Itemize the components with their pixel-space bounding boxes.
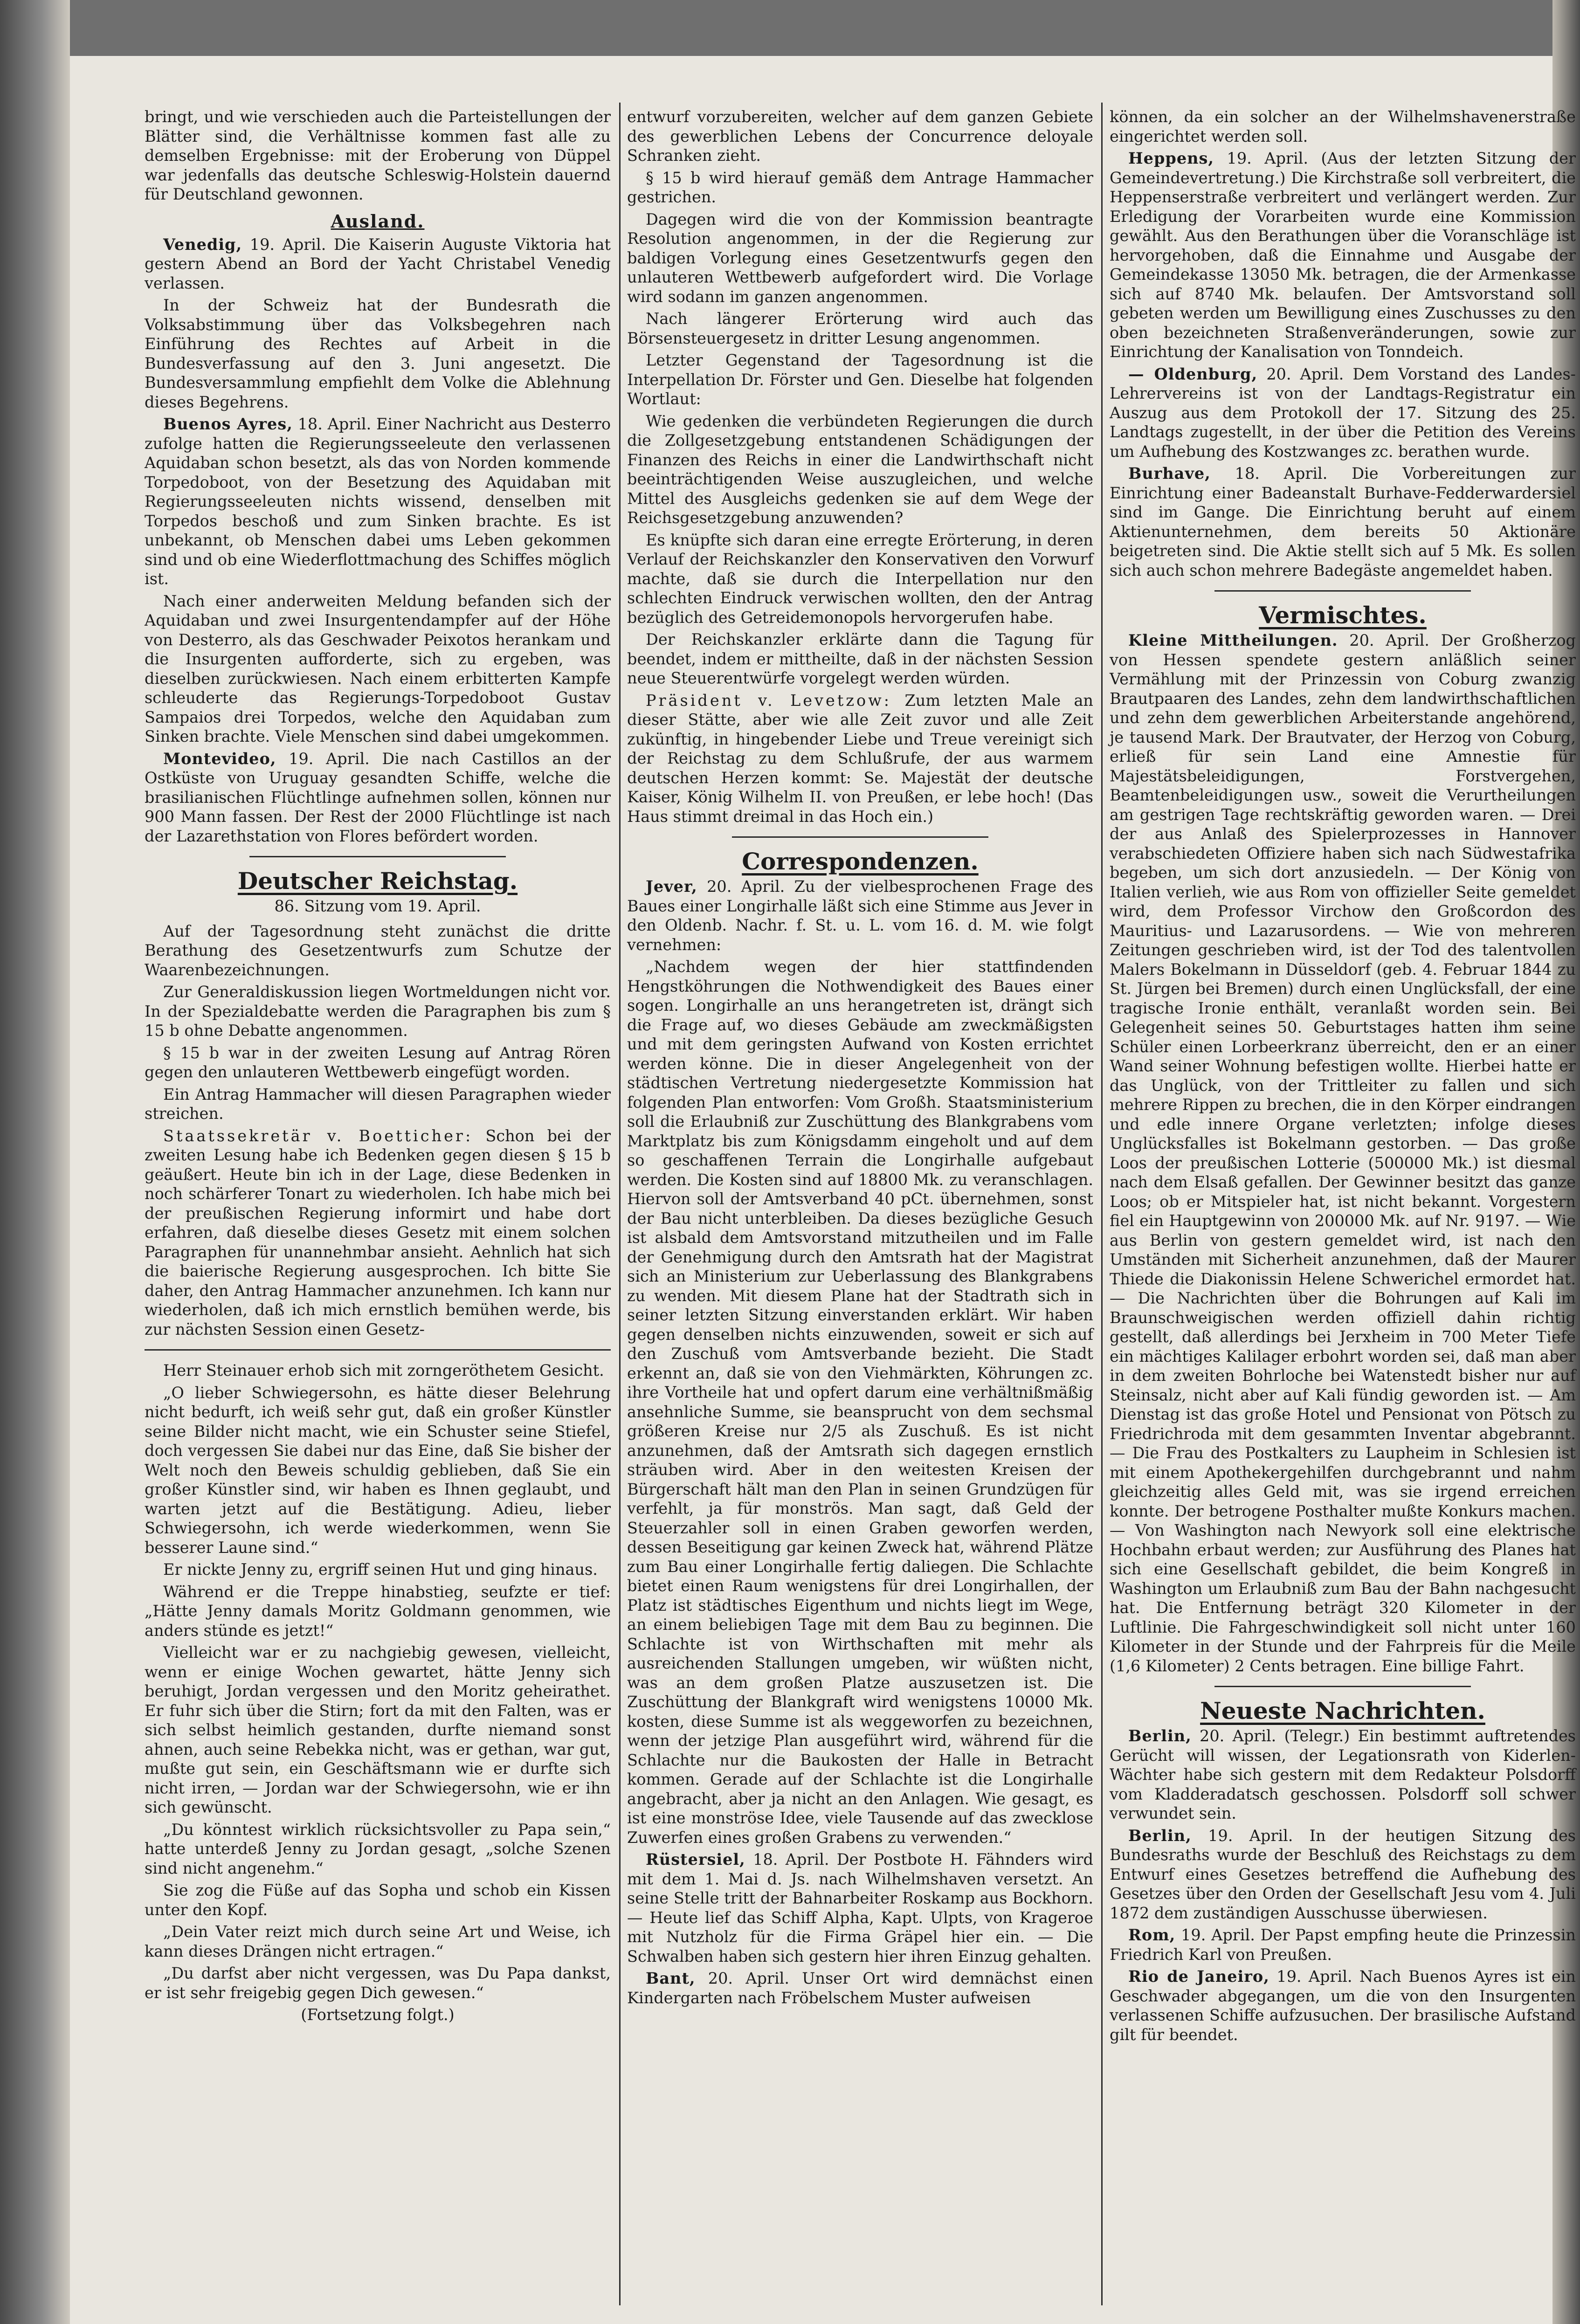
column-3 <box>1110 107 1576 2305</box>
section-heading-reichstag: Deutscher Reichstag. <box>237 867 518 895</box>
news-text: 20. April. Unser Ort wird demnächst einen Kindergarten nach Fröbelschem Muster aufweisen <box>627 1969 1093 2007</box>
dateline: — Oldenburg, <box>1128 365 1258 383</box>
dateline: Bant, <box>646 1969 696 1987</box>
column-rule-2 <box>1101 103 1103 2305</box>
news-text: 19. April. Die nach Castillos an der Ostküste von Uruguay gesandten Schiffe, welche die brasilianischen Flüchtlinge aufnehmen sollen, können nur 900 Mann fassen. Der Rest der 2000 Flüchtlinge ist nach der Lazarethstation von Flores befördert worden. <box>145 749 611 845</box>
paragraph: Dagegen wird die von der Kommission beantragte Resolution angenommen, in der die Regierung zur baldigen Vorlegung eines Gesetzentwurfs gegen den unlauteren Wettbewerb aufgefordert wird. Die Vorlage wird sodann im ganzen angenommen. <box>627 210 1093 306</box>
paragraph: Der Reichskanzler erklärte dann die Tagung für beendet, indem er mittheilte, daß in der nächsten Session neue Steuerentwürfe vorgelegt werden würden. <box>627 630 1093 687</box>
news-item-rio <box>1110 1967 1576 2044</box>
session-line: 86. Sitzung vom 19. April. <box>274 897 481 915</box>
news-text: 19. April. Die Kaiserin Auguste Viktoria hat gestern Abend an Bord der Yacht Christabel Venedig verlassen. <box>145 235 611 292</box>
newspaper-page <box>70 56 1576 2324</box>
news-text: 20. April. Der Großherzog von Hessen spendete gestern anläßlich seiner Vermählung mit der Prinzessin von Coburg zwanzig Brautpaaren des Landes, zehn dem landwirthschaftlichen und zehn dem gewerblichen Arbeiterstande angehörend, je tausend Mark. Der Brautvater, der Herzog von Coburg, erließ für sein Land eine Amnestie für Majestätsbeleidigungen, Forstvergehen, Beamtenbeleidigungen usw., soweit die Verurtheilungen am gestrigen Tage rechtskräftig geworden waren. — Drei der aus Anlaß des Spielerprozesses in Hannover verabschiedeten Offiziere haben sich nach Südwestafrika begeben, um sich dort anzusiedeln. — Der König von Italien verlieh, wie aus Rom von offizieller Seite gemeldet wird, dem Professor Virchow den Großcordon des Mauritius- und Lazarusordens. — Wie von mehreren Zeitungen geschrieben wird, ist der Tod des talentvollen Malers Bokelmann in Düsseldorf (geb. 4. Februar 1844 zu St. Jürgen bei Bremen) durch einen Unglücksfall, der eine tragische Ironie enthält, veranlaßt worden sein. Bei Gelegenheit seines 50. Geburtstages hatten ihm seine Schüler einen Lorbeerkranz überreicht, den er an einer Wand seiner Wohnung befestigen wollte. Hierbei hatte er das Unglück, von der Trittleiter zu fallen und sich mehrere Rippen zu brechen, die in den Körper eindrangen und edle innere Organe verletzten; infolge dieses Unglücksfalles ist Bokelmann gestorben. — Das große Loos der preußischen Lotterie (500000 Mk.) ist diesmal nach dem Elsaß gefallen. Der Gewinner besitzt das ganze Loos; ob er Mitspieler hat, ist nicht bekannt. Vorgestern fiel ein Hauptgewinn von 200000 Mk. auf Nr. 9197. — Wie aus Berlin von gestern gemeldet wird, ist nach den Umständen mit Sicherheit anzunehmen, daß der Maurer Thiede die Diakonissin Helene Schwerichel ermordet hat. — Die Nachrichten über die Bohrungen auf Kali im Braunschweigischen werden offiziell dahin richtig gestellt, daß allerdings bei Jerxheim in 700 Meter Tiefe ein mächtiges Kalilager erbohrt worden sei, daß man aber in dem zweiten Bohrloche bei Watenstedt bisher nur auf Steinsalz, nicht aber auf Kali fündig geworden ist. — Am Dienstag ist das große Hotel und Pensionat von Pötsch zu Friedrichroda mit dem gesammten Inventar abgebrannt. — Die Frau des Postkalters zu Laupheim in Schlesien ist mit einem Apothekergehilfen durchgebrannt und nahm gleichzeitig alles Geld mit, was sie irgend erreichen konnte. Der betrogene Posthalter mußte Konkurs machen. — Von Washington nach Newyork soll eine elektrische Hochbahn erbaut werden; zur Ausführung des Planes hat sich eine Gesellschaft gebildet, die beim Kongreß in Washington um Erlaubniß zum Bau der Bahn nachgesucht hat. Die Entfernung beträgt 320 Kilometer in der Luftlinie. Die Fahrgeschwindigkeit soll nicht unter 160 Kilometer in der Stunde und der Fahrpreis für die Meile (1,6 Kilometer) 2 Cents betragen. Eine billige Fahrt. <box>1110 631 1576 1675</box>
news-text: 20. April. Zu der vielbesprochenen Frage des Baues einer Longirhalle läßt sich eine Stimme aus Jever in den Oldenb. Nachr. f. St. u. L. vom 16. d. M. wie folgt vernehmen: <box>627 877 1094 954</box>
paragraph: § 15 b war in der zweiten Lesung auf Antrag Rören gegen den unlauteren Wettbewerb eingefügt worden. <box>145 1043 611 1081</box>
news-item-jever-quote: „Nachdem wegen der hier stattfindenden Hengstköhrungen die Nothwendigkeit des Baues einer sogen. Longirhalle an uns herangetreten ist, drängt sich die Frage auf, wo dieses Gebäude am zweckmäßigsten und mit dem geringsten Aufwand von Kosten errichtet werden könne. Die in dieser Angelegenheit von der städtischen Vertretung niedergesetzte Kommission hat folgenden Plan entworfen: Vom Großh. Staatsministerium soll die Erlaubniß zur Zuschüttung des Blankgrabens vom Marktplatz bis zum Königsdamm eingeholt und auf dem so geschaffenen Terrain die Longirhalle aufgebaut werden. Die Kosten sind auf 18800 Mk. zu veranschlagen. Hiervon soll der Amtsverband 40 pCt. übernehmen, sonst der Bau nicht unterbleiben. Da dieses bezügliche Gesuch ist alsbald dem Amtsvorstand mitzutheilen und im Falle der Genehmigung durch den Amtsrath hat der Magistrat sich an Ministerium zur Ueberlassung des Blankgrabens zu wenden. Mit diesem Plane hat der Stadtrath sich in seiner letzten Sitzung einverstanden erklärt. Wir haben gegen denselben nichts einzuwenden, soweit er sich auf den Zuschuß vom Amtsverbande bezieht. Die Stadt erkennt an, daß sie von den Viehmärkten, Köhrungen zc. ihre Vortheile hat und opfert darum eine verhältnißmäßig ansehnliche Summe, sie beansprucht von dem sechsmal größeren Kreise nur 2/5 als Zuschuß. Es ist nicht anzunehmen, daß der Amtsrath sich dagegen ernstlich sträuben wird. Aber in den weitesten Kreisen der Bürgerschaft hält man den Plan in seinen Grundzügen für verfehlt, ja für monströs. Man sagt, daß Geld der Steuerzahler soll in einen Graben geworfen werden, dessen Beseitigung gar keinen Zweck hat, während Plätze zum Bau einer Longirhalle fertig daliegen. Die Schlachte bietet einen Raum wenigstens für drei Longirhallen, der Platz ist städtisches Eigenthum und nichts liegt im Wege, an einem beliebigen Tage mit dem Bau zu beginnen. Die Schlachte ist von Wirthschaften mit mehr als ausreichenden Stallungen umgeben, wir wüßten nicht, was an dem großen Platze auszusetzen ist. Die Zuschüttung der Blankgraft wird wenigstens 10000 Mk. kosten, diese Summe ist als weggeworfen zu bezeichnen, wenn der jetzige Plan ausgeführt wird, während für die Schlachte nur die Baukosten der Halle in Betracht kommen. Gerade auf der Schlachte ist die Longirhalle angebracht, aber ja nicht an den Anlagen. Wie gesagt, es ist eine monströse Idee, viele Tausende auf das zwecklose Zuwerfen eines großen Grabens zu verwenden.“ <box>627 958 1093 1847</box>
dateline: Buenos Ayres, <box>163 415 293 433</box>
news-item-bant <box>627 1969 1093 2007</box>
news-item-kleine-mittheilungen <box>1110 631 1576 1676</box>
continuation-note: (Fortsetzung folgt.) <box>301 2006 455 2024</box>
speaker: Staatssekretär v. Boetticher: <box>163 1126 473 1145</box>
feuilleton-paragraph: „Dein Vater reizt mich durch seine Art und Weise, ich kann dieses Drängen nicht ertragen.“ <box>145 1923 611 1960</box>
feuilleton-rule <box>145 1349 611 1351</box>
dateline: Burhave, <box>1128 464 1211 483</box>
paragraph-speech <box>145 1126 611 1339</box>
feuilleton-paragraph: „Du darfst aber nicht vergessen, was Du Papa dankst, er ist sehr freigebig gegen Dich gewesen.“ <box>145 1964 611 2002</box>
news-text: 20. April. (Telegr.) Ein bestimmt auftretendes Gerücht will wissen, der Legationsrath von Kiderlen-Wächter habe sich gestern mit dem Redakteur Polsdorff vom Kladderadatsch geschossen. Polsdorff soll schwer verwundet sein. <box>1110 1727 1576 1822</box>
page-shadow-left <box>0 0 70 2324</box>
news-item-berlin-1 <box>1110 1726 1576 1823</box>
speech-text: Schon bei der zweiten Lesung habe ich Bedenken gegen diesen § 15 b geäußert. Heute bin ich in der Lage, diese Bedenken in noch schärferer Tonart zu wiederholen. Ich habe mich bei der preußischen Regierung informirt und habe dort erfahren, daß dieselbe dieses Gesetz mit einem solchen Paragraphen für unannehmbar ansieht. Aehnlich hat sich die baierische Regierung ausgesprochen. Ich bitte Sie daher, den Antrag Hammacher anzunehmen. Ich kann nur wiederholen, daß ich mich ernstlich bemühen werde, bis zur nächsten Session einen Gesetz- <box>145 1126 611 1338</box>
news-item-burhave <box>1110 464 1576 580</box>
news-item-buenos-ayres-2: Nach einer anderweiten Meldung befanden sich der Aquidaban und zwei Insurgentendampfer auf der Höhe von Desterro, als das Geschwader Peixotos herankam und die Insurgenten aufforderte, sich zu ergeben, was dieselben zurückwiesen. Nach einem erbitterten Kampfe schleuderte das Regierungs-Torpedoboot Gustav Sampaios drei Torpedos, welche den Aquidaban zum Sinken brachte. Viele Menschen sind dabei umgekommen. <box>145 592 611 745</box>
news-item-oldenburg <box>1110 365 1576 462</box>
news-text: 18. April. Einer Nachricht aus Desterro zufolge hatten die Regierungsseeleute den verlassenen Aquidaban schon besetzt, als das von Norden kommende Torpedoboot, von der Besetzung des Aquidaban mit Regierungsseeleuten nichts wissend, denselben mit Torpedos beschoß und zum Sinken brachte. Es ist unbekannt, ob Menschen dabei ums Leben gekommen sind und ob eine Wiederflottmachung des Schiffes möglich ist. <box>145 415 611 588</box>
separator-rule <box>1214 1686 1471 1687</box>
dateline: Jever, <box>646 877 697 896</box>
paragraph: können, da ein solcher an der Wilhelmshavenerstraße eingerichtet werden soll. <box>1110 108 1576 145</box>
paragraph: bringt, und wie verschieden auch die Parteistellungen der Blätter sind, die Verhältnisse kommen fast alle zu demselben Ergebnisse: mit der Eroberung von Düppel war jedenfalls das deutsche Schleswig-Holstein dauernd für Deutschland gewonnen. <box>145 108 611 203</box>
news-item-ruestersiel <box>627 1850 1093 1966</box>
news-text: 19. April. In der heutigen Sitzung des Bundesraths wurde der Beschluß des Reichstags zu dem Entwurf eines Gesetzes betreffend die Aufhebung des Gesetzes über den Orden der Gesellschaft Jesu vom 4. Juli 1872 dem zuständigen Ausschusse überwiesen. <box>1110 1826 1576 1922</box>
dateline: Montevideo, <box>163 749 276 768</box>
news-item-jever <box>627 877 1093 954</box>
news-item-heppens <box>1110 149 1576 362</box>
paragraph: Zur Generaldiskussion liegen Wortmeldungen nicht vor. In der Spezialdebatte werden die Paragraphen bis zum § 15 b ohne Debatte angenommen. <box>145 983 611 1040</box>
news-text: 19. April. (Aus der letzten Sitzung der Gemeindevertretung.) Die Kirchstraße soll verbreitert, die Heppenserstraße verbreitert und verlängert werden. Zur Erledigung der Vorarbeiten wurde eine Kommission gewählt. Aus den Berathungen über die Voranschläge ist hervorgehoben, daß die Einnahme und Ausgabe der Gemeindekasse 13050 Mk. betragen, die der Armenkasse sich auf 8740 Mk. belaufen. Der Amtsvorstand soll gebeten werden um Bewilligung eines Zuschusses zu den oben bezeichneten Straßenveränderungen, sowie zur Einrichtung der Kanalisation von Tonndeich. <box>1110 149 1576 361</box>
paragraph: Letzter Gegenstand der Tagesordnung ist die Interpellation Dr. Förster und Gen. Dieselbe hat folgenden Wortlaut: <box>627 351 1093 408</box>
section-heading-correspondenzen: Correspondenzen. <box>742 848 979 875</box>
separator-rule <box>1214 590 1471 592</box>
paragraph-speech <box>627 691 1093 827</box>
dateline: Berlin, <box>1128 1727 1192 1745</box>
news-item-montevideo <box>145 749 611 846</box>
news-text: 18. April. Die Vorbereitungen zur Einrichtung einer Badeanstalt Burhave-Fedderwardersiel sind im Gange. Die Einrichtung beruht auf einem Aktienunternehmen, dem bereits 50 Aktionäre beigetreten sind. Die Aktie stellt sich auf 5 Mk. Es sollen sich auch schon mehrere Badegäste angemeldet haben. <box>1110 464 1576 579</box>
dateline: Rüstersiel, <box>646 1850 745 1869</box>
paragraph: Es knüpfte sich daran eine erregte Erörterung, in deren Verlauf der Reichskanzler den Konservativen den Vorwurf machte, daß sie durch die Interpellation nur den schlechten Eindruck verwischen wollten, den der Antrag bezüglich des Getreidemonopols hervorgerufen habe. <box>627 531 1093 627</box>
section-heading-neueste-nachrichten: Neueste Nachrichten. <box>1200 1697 1485 1724</box>
dateline: Rom, <box>1128 1926 1176 1944</box>
feuilleton-paragraph: Herr Steinauer erhob sich mit zorngeröthetem Gesicht. <box>163 1361 604 1379</box>
speech-text: Zum letzten Male an dieser Stätte, aber wie alle Zeit zuvor und alle Zeit zukünftig, in hingebender Liebe und Treue vereinigt sich der Reichstag zu dem Schlußrufe, der aus warmem deutschen Herzen kommt: Se. Majestät der deutsche Kaiser, König Wilhelm II. von Preußen, er lebe hoch! (Das Haus stimmt dreimal in das Hoch ein.) <box>627 691 1094 826</box>
column-2 <box>627 107 1093 2305</box>
section-heading-vermischtes: Vermischtes. <box>1259 601 1427 629</box>
news-item-buenos-ayres <box>145 414 611 589</box>
dateline: Rio de Janeiro, <box>1128 1967 1270 1986</box>
feuilleton-paragraph: Er nickte Jenny zu, ergriff seinen Hut und ging hinaus. <box>163 1560 598 1579</box>
dateline: Kleine Mittheilungen. <box>1128 631 1338 649</box>
paragraph: § 15 b wird hierauf gemäß dem Antrage Hammacher gestrichen. <box>627 168 1093 206</box>
news-text: 19. April. Der Papst empfing heute die Prinzessin Friedrich Karl von Preußen. <box>1110 1926 1576 1964</box>
column-rule-1 <box>619 103 621 2305</box>
feuilleton-paragraph: Vielleicht war er zu nachgiebig gewesen, vielleicht, wenn er einige Wochen gewartet, hätte Jenny sich beruhigt, Jordan vergessen und den Moritz geheirathet. Er fuhr sich über die Stirn; fort da mit den Falten, was er sich selbst heimlich gestanden, durfte niemand sonst ahnen, auch seine Rebekka nicht, was er gethan, war gut, mußte gut sein, ein Geschäftsmann wie er durfte sich nicht irren, — Jordan war der Schwiegersohn, wie er ihn sich gewünscht. <box>145 1643 611 1816</box>
column-1 <box>145 107 611 2305</box>
news-text: 20. April. Dem Vorstand des Landes-Lehrervereins ist von der Landtags-Registratur ein Auszug aus dem Protokoll der 17. Sitzung des 25. Landtags zugestellt, in der über die Petition des Vereins um Aufhebung des Kostzwanges zc. berathen wurde. <box>1110 365 1576 461</box>
paragraph: Ein Antrag Hammacher will diesen Paragraphen wieder streichen. <box>145 1085 611 1123</box>
news-item-berlin-2 <box>1110 1826 1576 1923</box>
dateline: Heppens, <box>1128 149 1214 167</box>
dateline: Berlin, <box>1128 1826 1192 1845</box>
feuilleton-paragraph: Während er die Treppe hinabstieg, seufzte er tief: „Hätte Jenny damals Moritz Goldmann genommen, wie anders stünde es jetzt!“ <box>145 1582 611 1640</box>
dateline: Venedig, <box>163 235 242 254</box>
paragraph: entwurf vorzubereiten, welcher auf dem ganzen Gebiete des gewerblichen Lebens der Concurrence deloyale Schranken zieht. <box>627 108 1093 165</box>
feuilleton-paragraph: „O lieber Schwiegersohn, es hätte dieser Belehrung nicht bedurft, ich weiß sehr gut, daß ein großer Künstler seine Bilder nicht macht, wie ein Schuster seine Stiefel, doch vergessen Sie dabei nur das Eine, daß Sie bisher der Welt noch den Beweis schuldig geblieben, daß Sie ein großer Künstler sind, wir haben es Ihnen geglaubt, und warten jetzt auf die Bestätigung. Adieu, lieber Schwiegersohn, ich werde wiederkommen, wenn Sie besserer Laune sind.“ <box>145 1383 611 1557</box>
paragraph: Nach längerer Erörterung wird auch das Börsensteuergesetz in dritter Lesung angenommen. <box>627 310 1093 347</box>
separator-rule <box>732 836 988 838</box>
section-heading-ausland: Ausland. <box>331 210 425 232</box>
separator-rule <box>249 856 506 857</box>
paragraph: Auf der Tagesordnung steht zunächst die dritte Berathung des Gesetzentwurfs zum Schutze der Waarenbezeichnungen. <box>145 922 611 979</box>
speaker: Präsident v. Levetzow: <box>646 691 892 710</box>
news-text: 19. April. Nach Buenos Ayres ist ein Geschwader abgegangen, um die von den Insurgenten verlassenen Schiffe aufzusuchen. Der brasilische Aufstand gilt für beendet. <box>1110 1967 1576 2044</box>
news-item-venedig <box>145 235 611 293</box>
feuilleton-paragraph: „Du könntest wirklich rücksichtsvoller zu Papa sein,“ hatte unterdeß Jenny zu Jordan gesagt, „solche Szenen sind nicht angenehm.“ <box>145 1820 611 1877</box>
interpellation-text: Wie gedenken die verbündeten Regierungen die durch die Zollgesetzgebung entstandenen Schädigungen der Finanzen des Reichs in einer die Landwirthschaft nicht beeinträchtigenden Weise auszugleichen, und welche Mittel des Ausgleichs gedenken sie auf dem Wege der Reichsgesetzgebung anzuwenden? <box>627 412 1093 527</box>
news-item-schweiz: In der Schweiz hat der Bundesrath die Volksabstimmung über das Volksbegehren nach Einführung des Rechtes auf Arbeit in die Bundesverfassung auf den 3. Juni angesetzt. Die Bundesversammlung empfiehlt dem Volke die Ablehnung dieses Begehrens. <box>145 296 611 411</box>
news-text: 18. April. Der Postbote H. Fähnders wird mit dem 1. Mai d. Js. nach Wilhelmshaven versetzt. An seine Stelle tritt der Bahnarbeiter Roskamp aus Bockhorn. — Heute lief das Schiff Alpha, Kapt. Ulpts, von Krageroe mit Nutzholz für die Firma Gräpel hier ein. — Die Schwalben haben sich gestern hier ihren Einzug gehalten. <box>627 1850 1094 1965</box>
news-item-rom <box>1110 1925 1576 1964</box>
feuilleton-paragraph: Sie zog die Füße auf das Sopha und schob ein Kissen unter den Kopf. <box>145 1881 611 1919</box>
